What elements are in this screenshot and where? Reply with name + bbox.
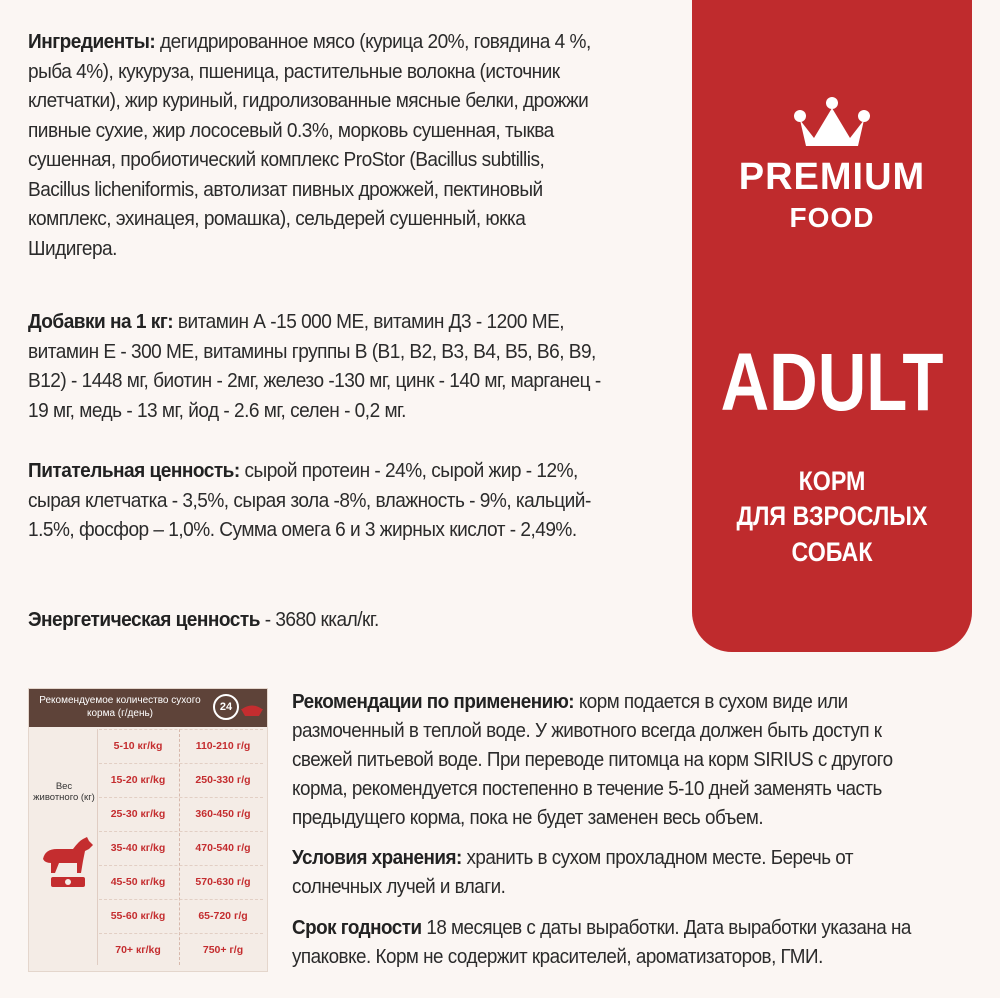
- usage-text: корм подается в сухом виде или размоченный в теплой воде. У животного всегда должен быть доступ к свежей питьевой воде. При переводе питомца на корм SIRIUS с другого корма, рекомендуется постепенно в течение 5-10 дней заменять часть предыдущего корма, пока не будет заменен весь объем.: [292, 690, 893, 829]
- hours-badge: 24: [213, 694, 239, 720]
- premium-banner: [692, 0, 972, 652]
- row-grams: 65-720 г/g: [198, 910, 248, 922]
- table-row: [99, 933, 263, 968]
- shelf-life-label: Срок годности: [292, 916, 422, 939]
- energy-label: Энергетическая ценность: [28, 608, 260, 631]
- dog-on-scale-icon: [37, 829, 97, 889]
- feeding-table: [28, 688, 268, 972]
- usage-section: [292, 687, 932, 832]
- adult-title: ADULT: [720, 337, 944, 428]
- table-row: [99, 797, 263, 832]
- row-grams: 470-540 г/g: [195, 842, 251, 854]
- additives-text: витамин А -15 000 МЕ, витамин Д3 - 1200 МЕ, витамин Е - 300 МЕ, витамины группы В (B1, B2, B3, B4, B5, B6, B9, B12) - 1448 мг, биотин - 2мг, железо -130 мг, цинк - 140 мг, марганец - 19 мг, медь - 13 мг, йод - 2.6 мг, селен - 0,2 мг.: [28, 310, 601, 422]
- additives-section: [28, 307, 606, 425]
- table-row: [99, 899, 263, 934]
- food-title: FOOD: [789, 202, 875, 233]
- row-grams: 250-330 г/g: [195, 774, 251, 786]
- energy-text: - 3680 ккал/кг.: [259, 608, 379, 631]
- row-weight: 55-60 кг/kg: [110, 910, 166, 922]
- additives-label: Добавки на 1 кг:: [28, 310, 174, 333]
- row-weight: 45-50 кг/kg: [110, 876, 166, 888]
- storage-text: хранить в сухом прохладном месте. Беречь от солнечных лучей и влаги.: [292, 846, 853, 898]
- table-divider: [97, 729, 98, 965]
- nutrition-label: Питательная ценность:: [28, 459, 240, 482]
- table-row: [99, 763, 263, 798]
- row-grams: 360-450 г/g: [195, 808, 251, 820]
- row-weight: 15-20 кг/kg: [110, 774, 166, 786]
- shelf-life-section: [292, 913, 932, 971]
- crown-icon: [792, 96, 872, 152]
- table-row: [99, 865, 263, 900]
- ingredients-text: дегидрированное мясо (курица 20%, говядина 4 %, рыба 4%), кукуруза, пшеница, растительные волокна (источник клетчатки), жир куриный, гидролизованные мясные белки, дрожжи пивные сухие, жир лососевый 0.3%, морковь сушенная, тыква сушенная, пробиотический комплекс ProStor (Bacillus subtillis, Bacillus licheniformis, автолизат пивных дрожжей, пектиновый комплекс, эхинацея, ромашка), сельдерей сушенный, юкка Шидигера.: [28, 30, 591, 260]
- table-row: [99, 831, 263, 866]
- weight-label: Вес животного (кг): [33, 781, 95, 803]
- row-grams: 570-630 г/g: [195, 876, 251, 888]
- nutrition-text: сырой протеин - 24%, сырой жир - 12%, сырая клетчатка - 3,5%, сырая зола -8%, влажность - 9%, кальций- 1.5%, фосфор – 1,0%. Сумма омега 6 и 3 жирных кислот - 2,49%.: [28, 459, 591, 541]
- row-grams: 110-210 г/g: [195, 740, 251, 752]
- ingredients-section: [28, 27, 606, 263]
- row-weight: 35-40 кг/kg: [110, 842, 166, 854]
- premium-title: PREMIUM: [738, 156, 926, 198]
- row-weight: 5-10 кг/kg: [113, 740, 163, 752]
- nutrition-section: [28, 456, 606, 545]
- row-weight: 70+ кг/kg: [115, 944, 161, 956]
- bowl-icon: [241, 703, 263, 717]
- feeding-table-title: Рекомендуемое количество сухого корма (г/день): [39, 695, 201, 719]
- banner-subtitle-1: КОРМ: [798, 466, 866, 496]
- usage-label: Рекомендации по применению:: [292, 690, 575, 713]
- energy-section: [28, 605, 606, 635]
- shelf-life-text: 18 месяцев с даты выработки. Дата выработки указана на упаковке. Корм не содержит красителей, ароматизаторов, ГМИ.: [292, 916, 911, 968]
- banner-subtitle-2: ДЛЯ ВЗРОСЛЫХ: [736, 501, 928, 531]
- storage-label: Условия хранения:: [292, 846, 462, 869]
- table-row: [99, 729, 263, 764]
- ingredients-label: Ингредиенты:: [28, 30, 156, 53]
- storage-section: [292, 843, 932, 901]
- row-grams: 750+ г/g: [202, 944, 244, 956]
- feeding-table-header: [29, 689, 267, 727]
- banner-subtitle-3: СОБАК: [791, 537, 873, 567]
- row-weight: 25-30 кг/kg: [110, 808, 166, 820]
